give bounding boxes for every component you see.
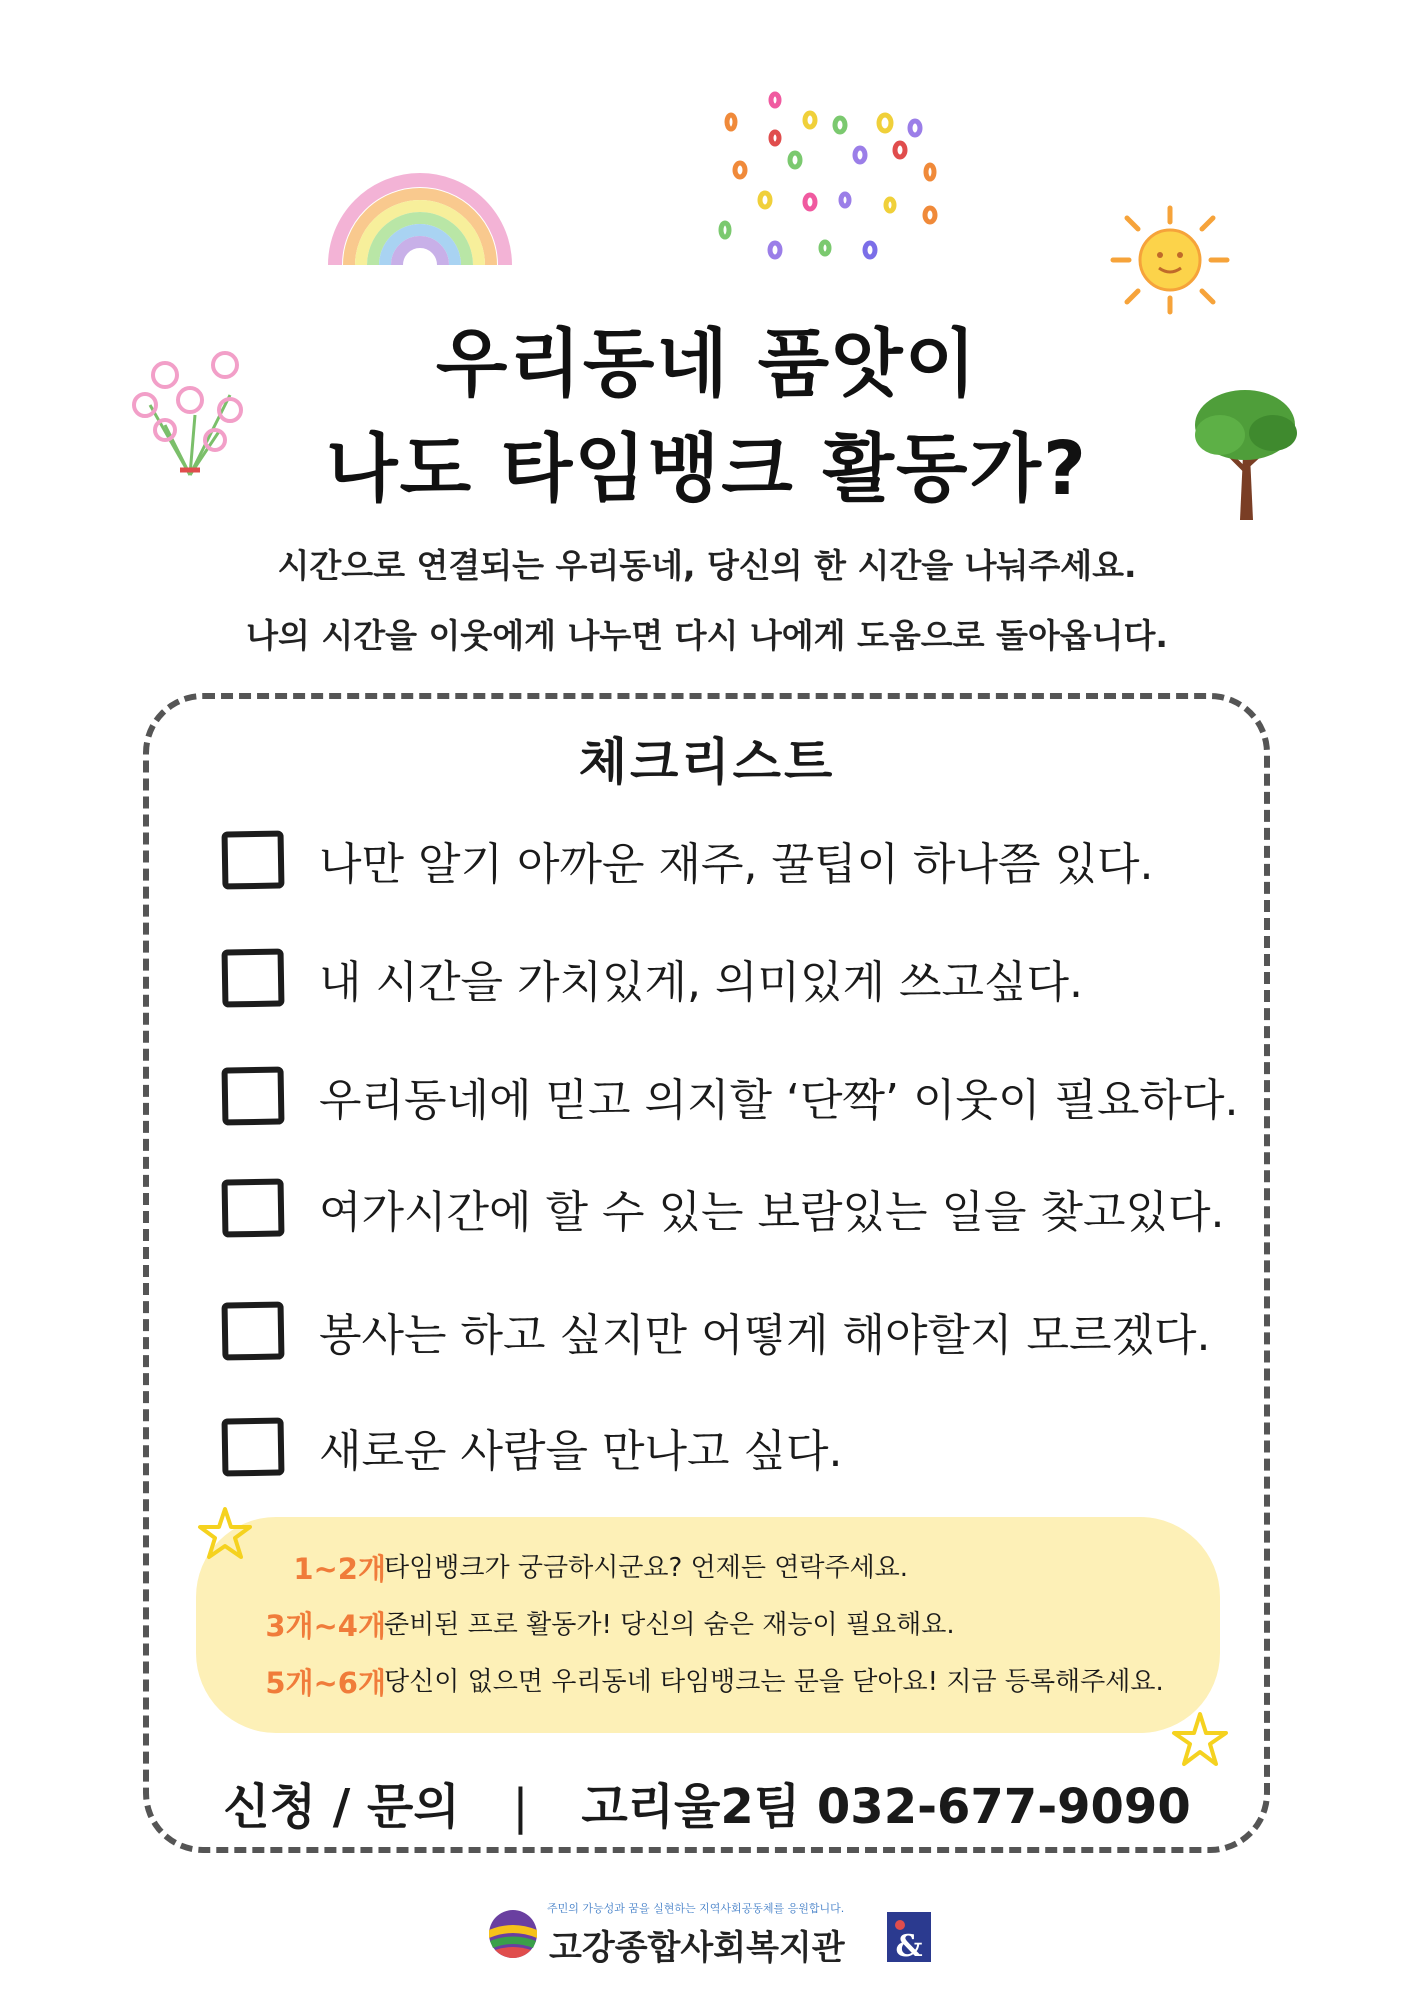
checklist-item[interactable] <box>222 825 1153 895</box>
result-row <box>196 1604 1220 1644</box>
result-text: 준비된 프로 활동가! 당신의 숨은 재능이 필요해요. <box>384 1610 955 1640</box>
result-range: 3개~4개 <box>265 1609 386 1643</box>
result-text: 타임뱅크가 궁금하시군요? 언제든 연락주세요. <box>384 1553 909 1583</box>
contact-phone[interactable]: 고리울2팀 032-677-9090 <box>581 1779 1191 1835</box>
checkbox-icon[interactable] <box>221 1066 284 1125</box>
subtitle-line2: 나의 시간을 이웃에게 나누면 다시 나에게 도움으로 돌아옵니다. <box>246 616 1168 655</box>
checklist-item[interactable] <box>222 1061 1238 1131</box>
checklist-item-label: 내 시간을 가치있게, 의미있게 쓰고싶다. <box>319 957 1083 1008</box>
rainbow-icon <box>320 150 520 270</box>
result-range: 1~2개 <box>293 1552 386 1586</box>
checkbox-icon[interactable] <box>221 1417 284 1476</box>
footer-org-name: 고강종합사회복지관 <box>549 1928 845 1968</box>
checkbox-icon[interactable] <box>221 948 284 1007</box>
welfare-center-logo-icon <box>487 1908 539 1960</box>
subtitle-line1: 시간으로 연결되는 우리동네, 당신의 한 시간을 나눠주세요. <box>277 546 1137 585</box>
star-icon <box>1170 1710 1230 1770</box>
checklist-item-label: 나만 알기 아까운 재주, 꿀팁이 하나쯤 있다. <box>319 839 1154 890</box>
ampersand-logo-icon <box>887 1912 931 1962</box>
page-title-line2: 나도 타임뱅크 활동가? <box>326 426 1088 512</box>
result-range: 5개~6개 <box>265 1666 386 1700</box>
footer-logo <box>487 1900 927 1970</box>
result-text: 당신이 없으면 우리동네 타임뱅크는 문을 닫아요! 지금 등록해주세요. <box>384 1667 1164 1697</box>
checklist-item[interactable] <box>222 1412 843 1482</box>
sun-icon <box>1105 200 1235 320</box>
checkbox-icon[interactable] <box>221 830 284 889</box>
checklist-title: 체크리스트 <box>578 733 836 791</box>
checklist-item-label: 우리동네에 믿고 의지할 ‘단짝’ 이웃이 필요하다. <box>319 1075 1239 1126</box>
checkbox-icon[interactable] <box>221 1178 284 1237</box>
checklist-item-label: 여가시간에 할 수 있는 보람있는 일을 찾고있다. <box>319 1187 1225 1238</box>
result-row <box>196 1547 1220 1587</box>
page-title-line1: 우리동네 품앗이 <box>435 321 979 407</box>
checklist-item-label: 새로운 사람을 만나고 싶다. <box>319 1426 843 1477</box>
result-row <box>196 1661 1220 1701</box>
svg-text:&: & <box>895 1929 923 1962</box>
contact-separator: | <box>512 1779 529 1835</box>
footer-tagline: 주민의 가능성과 꿈을 실현하는 지역사회공동체를 응원합니다. <box>547 1902 845 1915</box>
checkbox-icon[interactable] <box>221 1301 284 1360</box>
checklist-item[interactable] <box>222 1173 1224 1243</box>
contact-info <box>0 1768 1414 1837</box>
confetti-icon <box>715 90 955 270</box>
checklist-item-label: 봉사는 하고 싶지만 어떻게 해야할지 모르겠다. <box>319 1310 1211 1361</box>
checklist-item[interactable] <box>222 1296 1211 1366</box>
checklist-item[interactable] <box>222 943 1083 1013</box>
contact-label: 신청 / 문의 <box>223 1779 460 1835</box>
